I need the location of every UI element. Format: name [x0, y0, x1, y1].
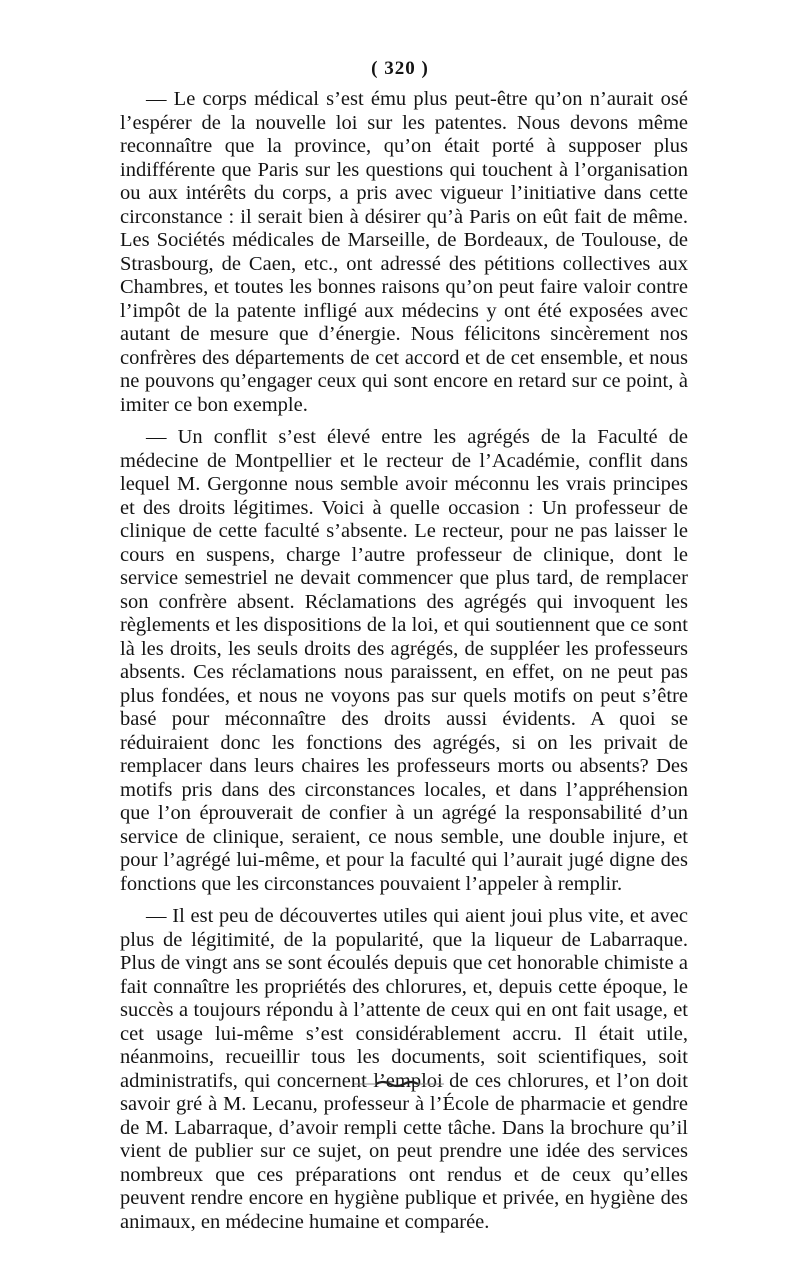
paragraph-montpellier-conflict: — Un conflit s’est élevé entre les agrégés de la Faculté de médecine de Montpellier et le recteur de l’Académie, conflit dans lequel M. Gergonne nous semble avoir méconnu les vrais principes et des droits légitimes. Voici à quelle occasion : Un professeur de clinique de cette faculté s’absente. Le recteur, pour ne pas laisser le cours en suspens, charge l’autre professeur de clinique, dont le service semestriel ne devait commencer que plus tard, de remplacer son confrère absent. Réclamations des agrégés qui invoquent les règlements et les dispositions de la loi, et qui soutiennent que ce sont là les droits, les seuls droits des agrégés, de suppléer les professeurs absents. Ces réclamations nous paraissent, en effet, on ne peut pas plus fondées, et nous ne voyons pas sur quels motifs on peut s’être basé pour méconnaître des droits aussi évidents. A quoi se réduiraient donc les fonctions des agrégés, si on les privait de remplacer dans leurs chaires les professeurs morts ou absents? Des motifs pris dans des circonstances locales, et dans l’appréhension que l’on éprouverait de confier à un agrégé la responsabilité d’un service de clinique, seraient, ce nous semble, une double injure, et pour l’agrégé lui-même, et pour la faculté qui l’aurait jugé digne des fonctions que les circonstances pouvaient l’appeler à remplir.	[120, 426, 688, 895]
end-ornament	[0, 1078, 800, 1090]
body-text	[120, 88, 688, 1243]
page-number: ( 320 )	[371, 58, 429, 79]
paragraph-labarraque: — Il est peu de découvertes utiles qui aient joui plus vite, et avec plus de légitimité, de la popularité, que la liqueur de Labarraque. Plus de vingt ans se sont écoulés depuis que cet honorable chimiste a fait connaître les propriétés des chlorures, et, depuis cette époque, le succès a toujours répondu à l’attente de ceux qui en ont fait usage, et cet usage lui-même s’est considérablement accru. Il était utile, néanmoins, recueillir tous les documents, soit scientifiques, soit administratifs, qui concernent l’emploi de ces chlorures, et l’on doit savoir gré à M. Lecanu, professeur à l’École de pharmacie et gendre de M. Labarraque, d’avoir rempli cette tâche. Dans la brochure qu’il vient de publier sur ce sujet, on peut prendre une idée des services nombreux que ces préparations ont rendus et de ceux qu’elles peuvent rendre encore en hygiène publique et privée, en hygiène des animaux, en médecine humaine et comparée.	[120, 905, 688, 1233]
paragraph-patentes: — Le corps médical s’est ému plus peut-être qu’on n’aurait osé l’espérer de la nouvelle loi sur les patentes. Nous devons même reconnaître que la province, qu’on était porté à supposer plus indifférente que Paris sur les questions qui touchent à l’organisation ou aux intérêts du corps, a pris avec vigueur l’initiative dans cette circonstance : il serait bien à désirer qu’à Paris on eût fait de même. Les Sociétés médicales de Marseille, de Bordeaux, de Toulouse, de Strasbourg, de Caen, etc., ont adressé des pétitions collectives aux Chambres, et toutes les bonnes raisons qu’on peut faire valoir contre l’impôt de la patente infligé aux médecins y ont été exposées avec autant de mesure que d’énergie. Nous félicitons sincèrement nos confrères des départements de cet accord et de cet ensemble, et nous ne pouvons qu’engager ceux qui sont encore en retard sur ce point, à imiter ce bon exemple.	[120, 88, 688, 416]
